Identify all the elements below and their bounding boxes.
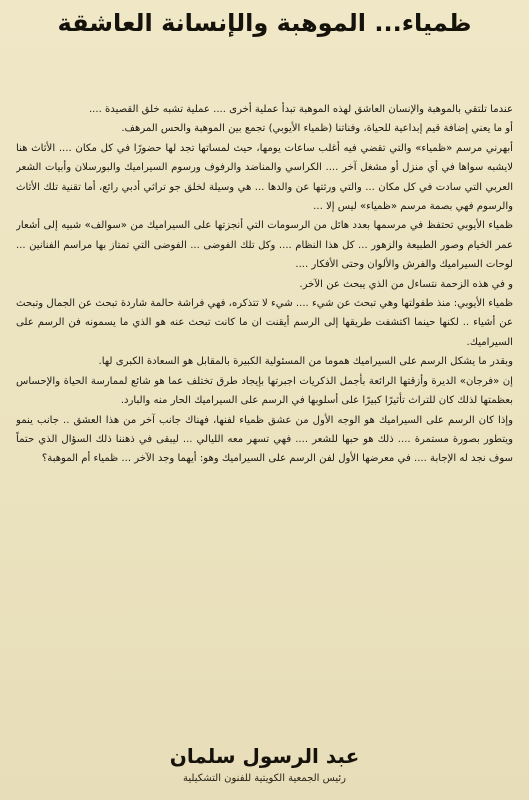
paragraph: أبهرني مرسم «ظمياء» والتي تقضي فيه أغلب ساعات يومها، حيث لمساتها تجد لها حضورًا في كل مكان .... الأثاث هنا لايشبه سواها في أي منزل أو مشغل آخر .... الكراسي والمناضد والرفوف ورسوم السيراميك والبورسلان وأبيات الشعر العربي التي سادت في كل مكان ... والتي ورثتها عن والدها ... هي وسيلة لخلق جو تراثي أدبي رائع، أما تقنية تلك الأثاث والرسوم فهي بصمة مرسم «ظمياء» ليس إلا ... (16, 142, 513, 213)
article-body (16, 100, 513, 632)
article-title: ظمياء... الموهبة والإنسانة العاشقة (57, 9, 472, 37)
paragraph: ظمياء الأيوبي: منذ طفولتها وهي تبحث عن شيء .... شيء لا تتذكره، فهي فراشة حالمة شاردة تبحث عن الجمال وتبحث عن أشياء .. لكنها حينما اكتشفت طريقها إلى الرسم أيقنت ان ما كانت تبحث عنه هو الذي ما يسمونه فن الرسم على السيراميك. (16, 298, 513, 348)
author-name: عبد الرسول سلمان (169, 744, 360, 768)
paragraph: أو ما يعني إضافة قيم إبداعية للحياة، وفناتنا (ظمياء الأيوبي) تجمع بين الموهبة والحس المرهف. (121, 123, 513, 135)
paragraph: وبقدر ما يشكل الرسم على السيراميك هموما من المسئولية الكبيرة بالمقابل هو السعادة الكبرى لها. (98, 356, 513, 368)
author-title: رئيس الجمعية الكويتية للفنون التشكيلية (183, 773, 346, 784)
paragraph: ظمياء الأيوبي تحتفظ في مرسمها بعدد هائل من الرسومات التي أنجزتها على السيراميك من «سوالف» شبيه إلى أشعار عمر الخيام وصور الطبيعة والزهور ... كل هذا النظام .... وكل تلك الفوضى ... الفوضى التي تمتاز بها مراسم الفنانين ... لوحات السيراميك والفرش والألوان وحتى الأفكار .... (16, 220, 513, 271)
paragraph: إن «فرجان» الديرة وأزقتها الرائعة بأجمل الذكريات اجبرتها بإيجاد طرق تختلف عما هو شائع لممارسة الحياة والإحساس بعظمتها لذلك كان للتراث تأثيرًا كبيرًا على أسلوبها في الرسم على السيراميك الحار منه والبارد. (16, 375, 513, 407)
paragraph: وإذا كان الرسم على السيراميك هو الوجه الأول من عشق ظمياء لفنها، فهناك جانب آخر من هذا العشق .. جانب ينمو ويتطور بصورة مستمرة .... ذلك هو حبها للشعر .... فهي تسهر معه الليالي ... ليبقى في ذهننا ذلك السؤال الذي حتماً سوف نجد له الإجابة .... في معرضها الأول لفن الرسم على السيراميك وهو: أيهما وجد الآخر ... ظمياء أم الموهبة؟ (16, 414, 513, 465)
paragraph: عندما تلتقي بالموهبة والإنسان العاشق لهذه الموهبة تبدأ عملية أخرى .... عملية تشبه خلق القصيدة .... (88, 104, 513, 115)
paragraph: و في هذه الزحمة نتساءل من الذي يبحث عن الآخر. (299, 278, 513, 290)
